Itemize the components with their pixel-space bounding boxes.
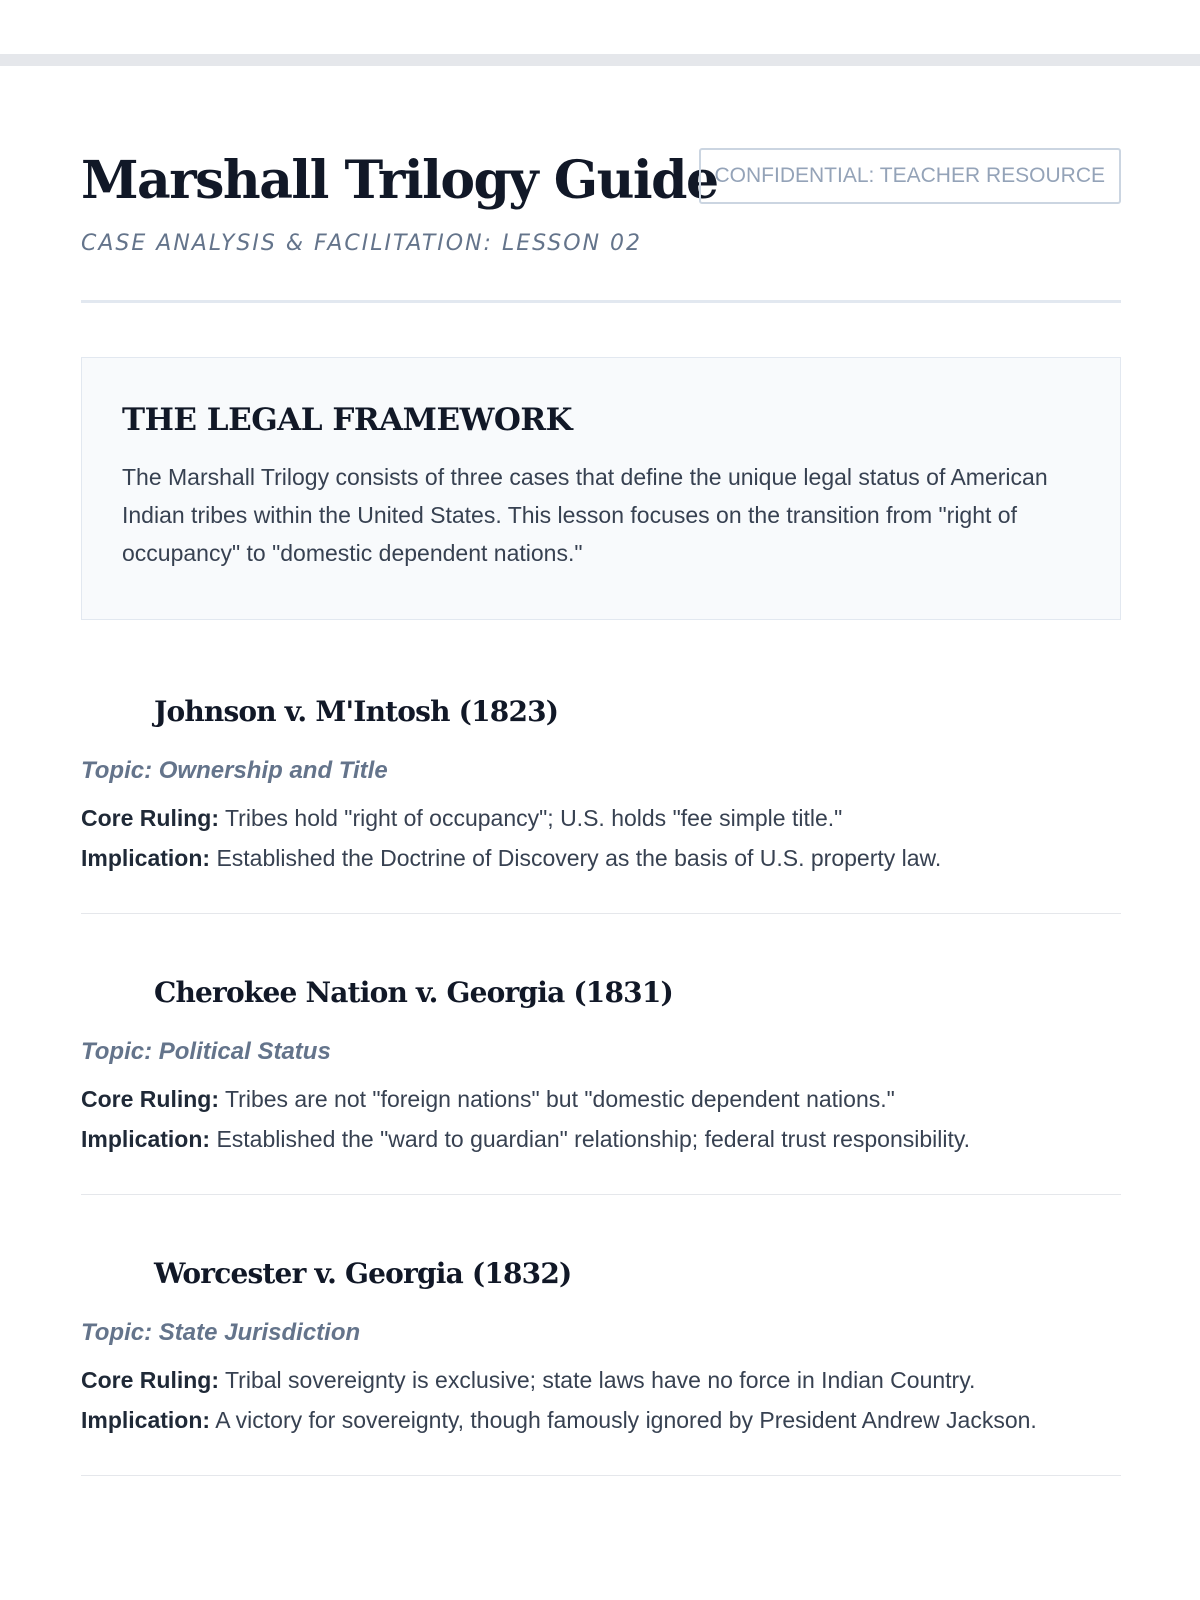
ruling-label: Core Ruling: (81, 1367, 219, 1393)
implication-label: Implication: (81, 1126, 211, 1152)
page-title: Marshall Trilogy Guide (81, 150, 718, 211)
case-johnson-v-mintosh (81, 681, 1121, 962)
header-divider (81, 300, 1121, 303)
page-subtitle: CASE ANALYSIS & FACILITATION: LESSON 02 (81, 231, 643, 256)
confidential-badge: CONFIDENTIAL: TEACHER RESOURCE (699, 148, 1122, 204)
case-divider (81, 1194, 1121, 1195)
ruling-text: Tribes are not "foreign nations" but "domestic dependent nations." (224, 1086, 895, 1112)
case-cherokee-nation-v-georgia (81, 962, 1121, 1243)
top-bar (0, 54, 1200, 66)
case-title: Cherokee Nation v. Georgia (1831) (154, 976, 673, 1009)
case-title: Johnson v. M'Intosh (1823) (154, 695, 559, 728)
case-ruling (81, 802, 842, 834)
case-title: Worcester v. Georgia (1832) (154, 1257, 572, 1290)
case-divider (81, 1475, 1121, 1476)
case-topic: Topic: State Jurisdiction (81, 1319, 361, 1346)
framework-panel (81, 357, 1121, 620)
case-divider (81, 913, 1121, 914)
ruling-label: Core Ruling: (81, 805, 219, 831)
implication-label: Implication: (81, 1407, 211, 1433)
case-ruling (81, 1364, 975, 1396)
case-topic: Topic: Ownership and Title (81, 757, 388, 784)
framework-title: THE LEGAL FRAMEWORK (122, 402, 573, 438)
case-implication (81, 1404, 1037, 1436)
case-topic: Topic: Political Status (81, 1038, 331, 1065)
case-worcester-v-georgia (81, 1243, 1121, 1524)
implication-text: Established the "ward to guardian" relationship; federal trust responsibility. (216, 1126, 971, 1152)
document-header (81, 148, 1121, 302)
ruling-text: Tribes hold "right of occupancy"; U.S. holds "fee simple title." (224, 805, 843, 831)
implication-label: Implication: (81, 845, 211, 871)
case-implication (81, 842, 941, 874)
case-ruling (81, 1083, 895, 1115)
ruling-text: Tribal sovereignty is exclusive; state laws have no force in Indian Country. (224, 1367, 976, 1393)
framework-body: The Marshall Trilogy consists of three cases that define the unique legal status of American Indian tribes within the United States. This lesson focuses on the transition from "right of occupancy" to "domestic dependent nations." (122, 464, 1048, 566)
implication-text: A victory for sovereignty, though famously ignored by President Andrew Jackson. (215, 1407, 1037, 1433)
implication-text: Established the Doctrine of Discovery as the basis of U.S. property law. (216, 845, 942, 871)
ruling-label: Core Ruling: (81, 1086, 219, 1112)
case-implication (81, 1123, 970, 1155)
